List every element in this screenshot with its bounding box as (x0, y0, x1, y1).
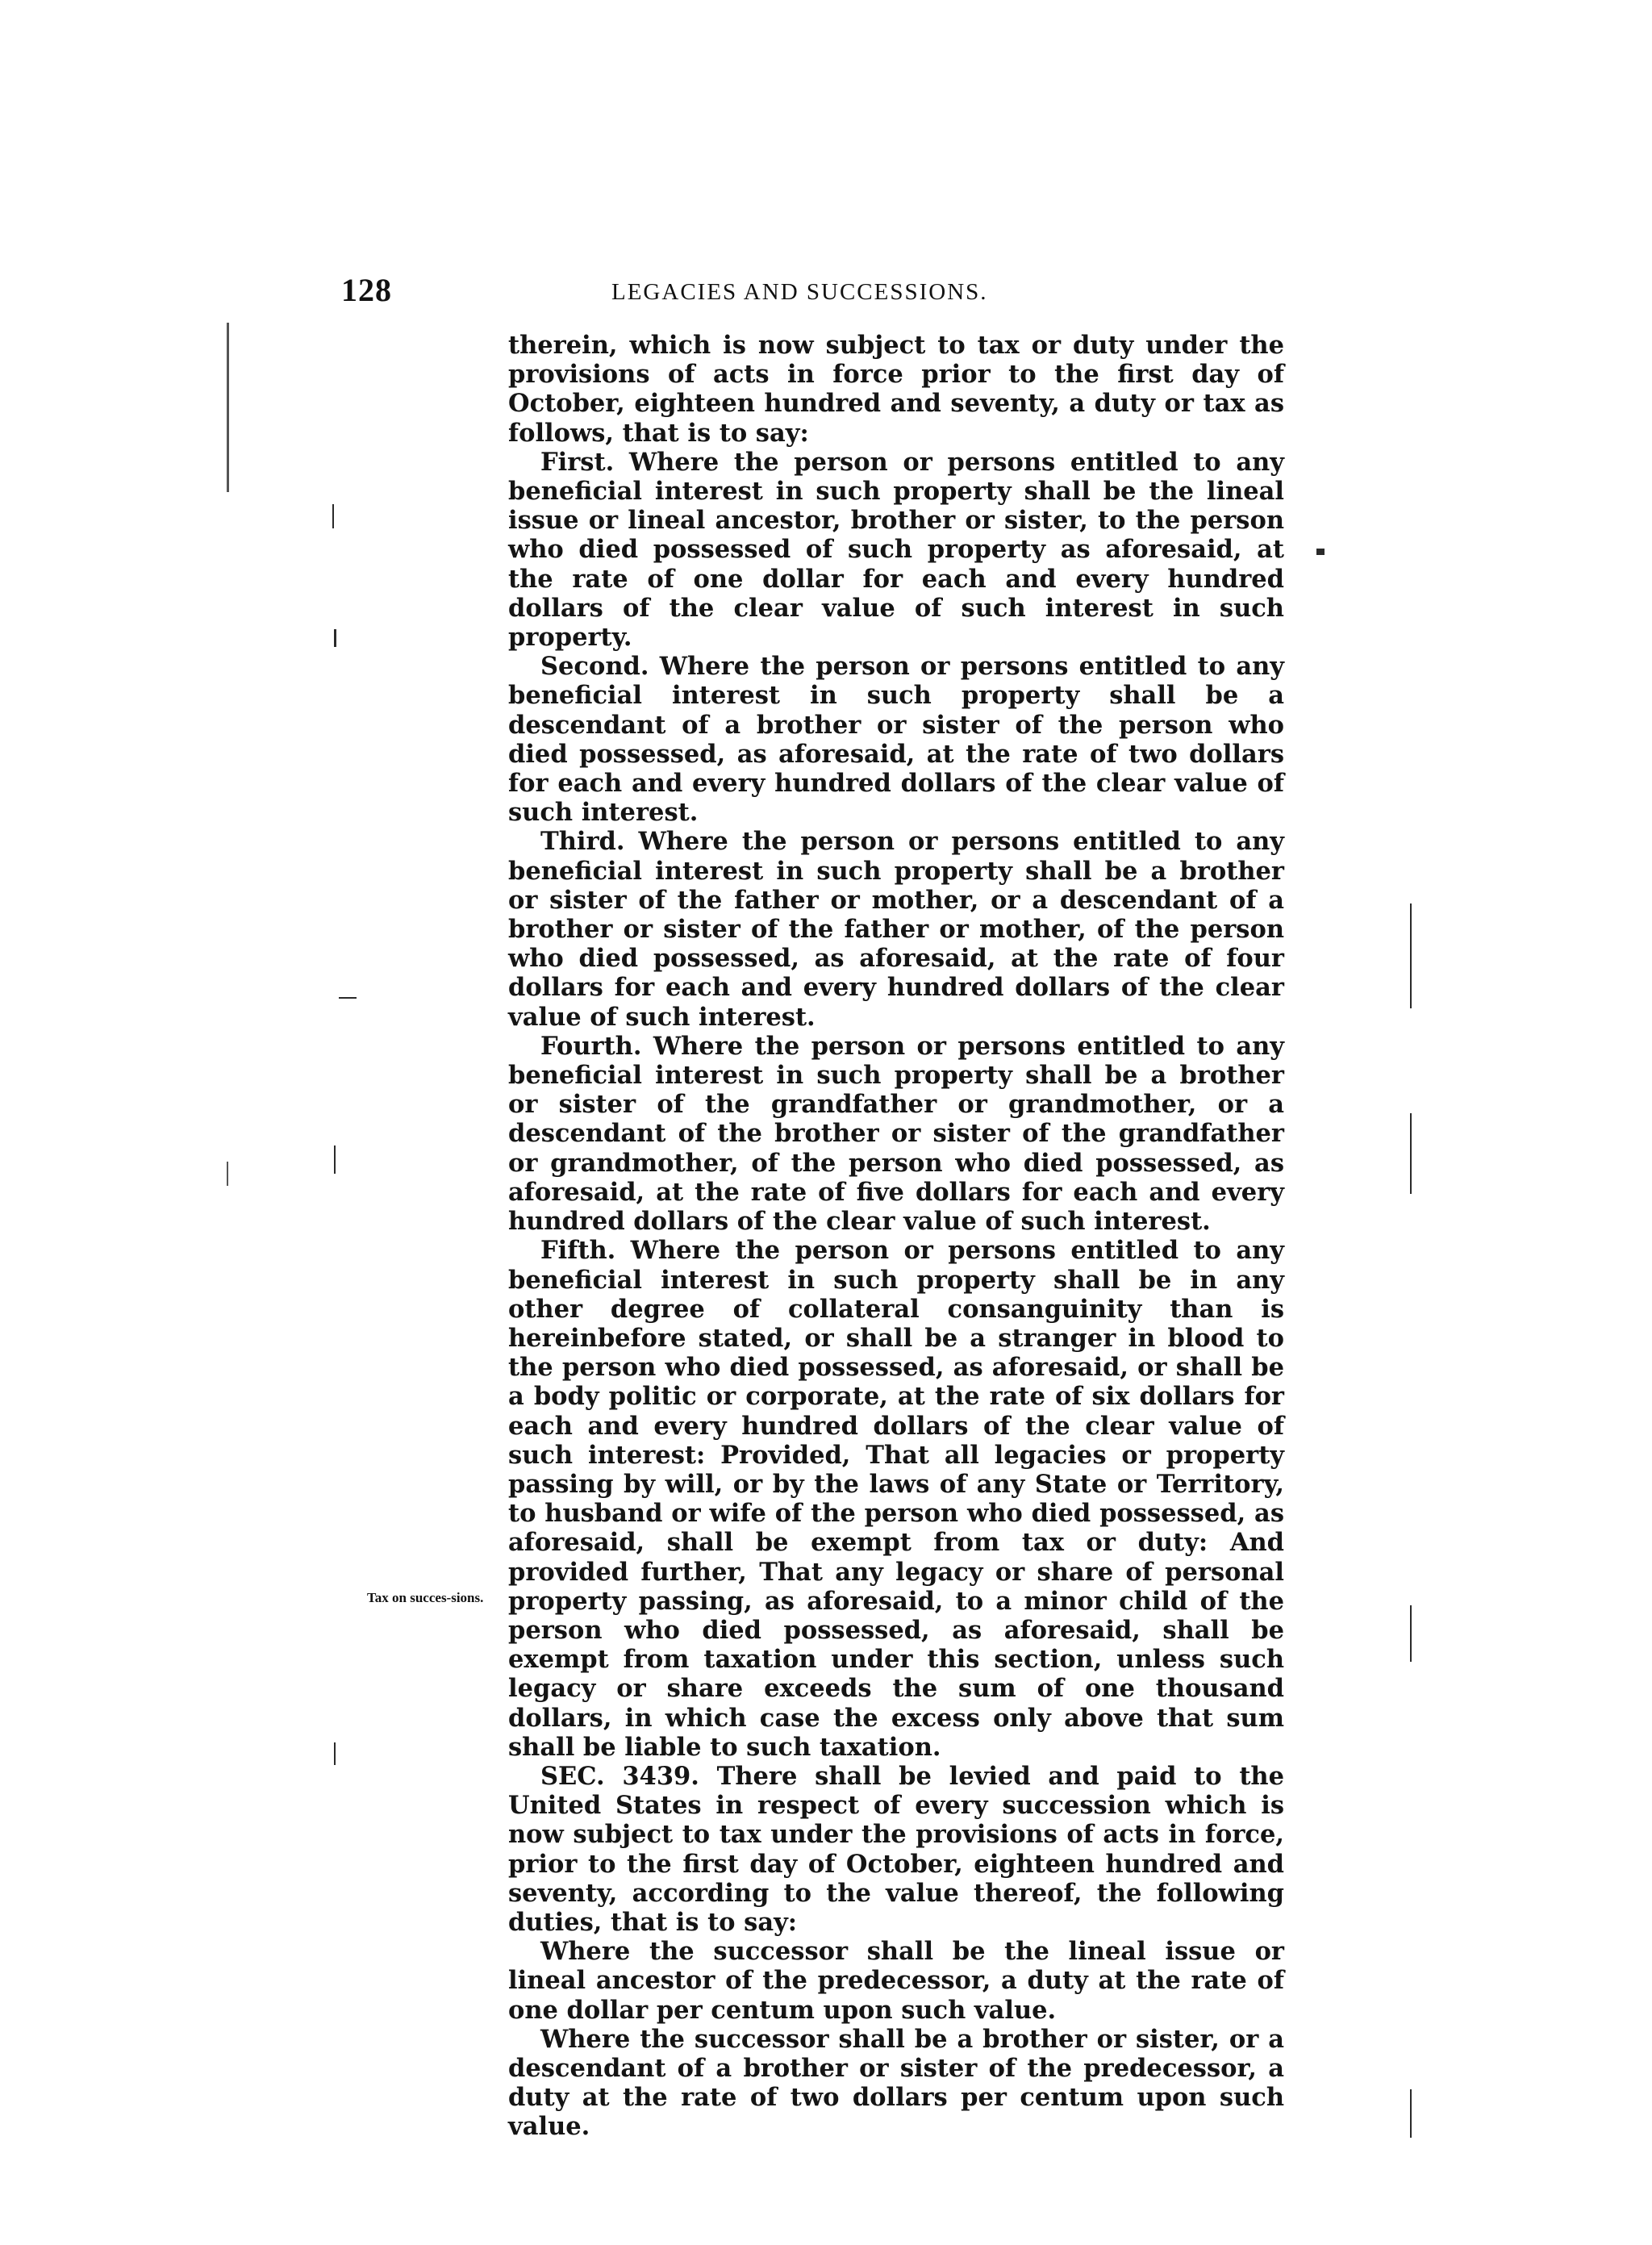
scan-speck (332, 504, 334, 528)
paragraph-section-3439: SEC. 3439. There shall be levied and paid to the United States in respect of every succession which is now subject to tax under the provisions of acts in force, prior to the first day of October, eighteen hundred and seventy, according to the value thereof, the following duties, that is to say: (508, 1761, 1284, 1937)
scan-edge-mark-left (227, 323, 229, 492)
paragraph-continuation: therein, which is now subject to tax or duty under the provisions of acts in force prior to the first day of October, eighteen hundred and seventy, a duty or tax as follows, that is to say: (508, 331, 1284, 448)
scan-speck (1410, 1605, 1412, 1662)
paragraph-fourth: Fourth. Where the person or persons entitled to any beneficial interest in such property shall be a brother or sister of the grandfather or grandmother, or a descendant of the brother or sister of the grandfather or grandmother, of the person who died possessed, as aforesaid, at the rate of five dollars for each and every hundred dollars of the clear value of such interest. (508, 1031, 1284, 1237)
scan-speck (1410, 2089, 1412, 2138)
paragraph-lineal-successor: Where the successor shall be the lineal issue or lineal ancestor of the predecessor, a duty at the rate of one dollar per centum upon such value. (508, 1937, 1284, 2025)
running-head: LEGACIES AND SUCCESSIONS. (611, 279, 988, 305)
scan-speck (1410, 903, 1412, 1008)
scan-speck (1316, 549, 1325, 555)
page-header (341, 271, 1350, 319)
paragraph-second: Second. Where the person or persons entitled to any beneficial interest in such property shall be a descendant of a brother or sister of the person who died possessed, as aforesaid, at the rate of two dollars for each and every hundred dollars of the clear value of such interest. (508, 652, 1284, 828)
main-text-column (508, 331, 1284, 2142)
paragraph-sibling-successor: Where the successor shall be a brother or sister, or a descendant of a brother or sister of the predecessor, a duty at the rate of two dollars per centum upon such value. (508, 2024, 1284, 2142)
paragraph-first: First. Where the person or persons entitled to any beneficial interest in such property shall be the lineal issue or lineal ancestor, brother or sister, to the person who died possessed of such property as aforesaid, at the rate of one dollar for each and every hundred dollars of the clear value of such interest in such property. (508, 447, 1284, 653)
page-number: 128 (341, 272, 392, 308)
scan-speck (334, 1145, 336, 1174)
paragraph-fifth: Fifth. Where the person or persons entitled to any beneficial interest in such property shall be in any other degree of collateral consanguinity than is hereinbefore stated, or shall be a stranger in blood to the person who died possessed, as aforesaid, or shall be a body politic or corporate, at the rate of six dollars for each and every hundred dollars of the clear value of such interest: Provided, That all legacies or property passing by will, or by the laws of any State or Territory, to husband or wife of the person who died possessed, as aforesaid, shall be exempt from tax or duty: And provided further, That any legacy or share of personal property passing, as aforesaid, to a minor child of the person who died possessed, as aforesaid, shall be exempt from taxation under this section, unless such legacy or share exceeds the sum of one thousand dollars, in which case the excess only above that sum shall be liable to such taxation. (508, 1236, 1284, 1762)
scan-speck (1410, 1113, 1412, 1194)
scan-speck (334, 629, 336, 647)
scan-edge-mark-left-lower (227, 1162, 228, 1186)
scan-speck (339, 997, 357, 999)
scan-speck (334, 1742, 336, 1765)
margin-note: Tax on succes-sions. (367, 1590, 484, 1605)
paragraph-third: Third. Where the person or persons entitled to any beneficial interest in such property shall be a brother or sister of the father or mother, or a descendant of a brother or sister of the father or mother, of the person who died possessed, as aforesaid, at the rate of four dollars for each and every hundred dollars of the clear value of such interest. (508, 827, 1284, 1032)
